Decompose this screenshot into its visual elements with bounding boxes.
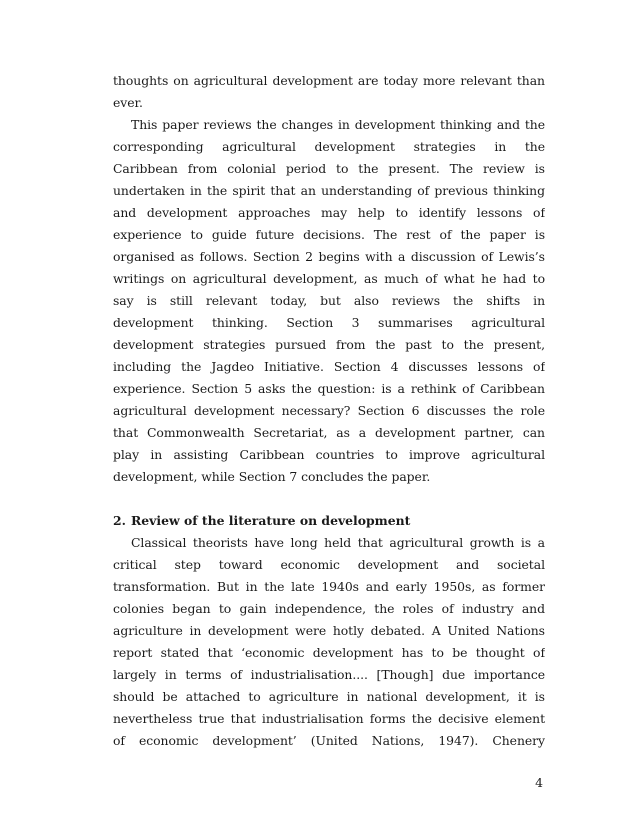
text-line: Classical theorists have long held that agricultural growth is a <box>131 535 545 550</box>
section-number: 2. <box>113 513 126 528</box>
text-line: development thinking. Section 3 summarises agricultural <box>113 315 545 330</box>
text-line: corresponding agricultural development strategies in the <box>113 139 545 154</box>
text-line: critical step toward economic development and societal <box>113 557 545 572</box>
body-text-lower <box>113 532 545 752</box>
section-heading <box>113 510 545 532</box>
text-line: development, while Section 7 concludes the paper. <box>113 469 431 484</box>
text-line: Caribbean from colonial period to the present. The review is <box>113 161 545 176</box>
text-line: undertaken in the spirit that an understanding of previous thinking <box>113 183 545 198</box>
text-line: of economic development’ (United Nations, 1947). Chenery <box>113 733 545 748</box>
text-line: development strategies pursued from the past to the present, <box>113 337 545 352</box>
text-line: agricultural development necessary? Section 6 discusses the role <box>113 403 545 418</box>
text-line: say is still relevant today, but also reviews the shifts in <box>113 293 545 308</box>
text-line: colonies began to gain independence, the roles of industry and <box>113 601 545 616</box>
text-line: including the Jagdeo Initiative. Section 4 discusses lessons of <box>113 359 545 374</box>
text-line: This paper reviews the changes in development thinking and the <box>131 117 545 132</box>
text-line: that Commonwealth Secretariat, as a development partner, can <box>113 425 545 440</box>
text-line: writings on agricultural development, as much of what he had to <box>113 271 545 286</box>
text-line: should be attached to agriculture in national development, it is <box>113 689 545 704</box>
text-line: report stated that ‘economic development has to be thought of <box>113 645 545 660</box>
text-line: organised as follows. Section 2 begins with a discussion of Lewis’s <box>113 249 545 264</box>
text-line: and development approaches may help to identify lessons of <box>113 205 545 220</box>
text-line: ever. <box>113 95 143 110</box>
text-line: agriculture in development were hotly debated. A United Nations <box>113 623 545 638</box>
page-number: 4 <box>535 775 543 790</box>
body-text-upper <box>113 70 545 488</box>
text-line: experience to guide future decisions. The rest of the paper is <box>113 227 545 242</box>
text-line: experience. Section 5 asks the question: is a rethink of Caribbean <box>113 381 545 396</box>
section-title: Review of the literature on development <box>131 513 411 528</box>
text-line: play in assisting Caribbean countries to improve agricultural <box>113 447 545 462</box>
text-line: nevertheless true that industrialisation forms the decisive element <box>113 711 545 726</box>
text-line: thoughts on agricultural development are today more relevant than <box>113 73 545 88</box>
text-line: largely in terms of industrialisation.... [Though] due importance <box>113 667 545 682</box>
text-line: transformation. But in the late 1940s and early 1950s, as former <box>113 579 545 594</box>
